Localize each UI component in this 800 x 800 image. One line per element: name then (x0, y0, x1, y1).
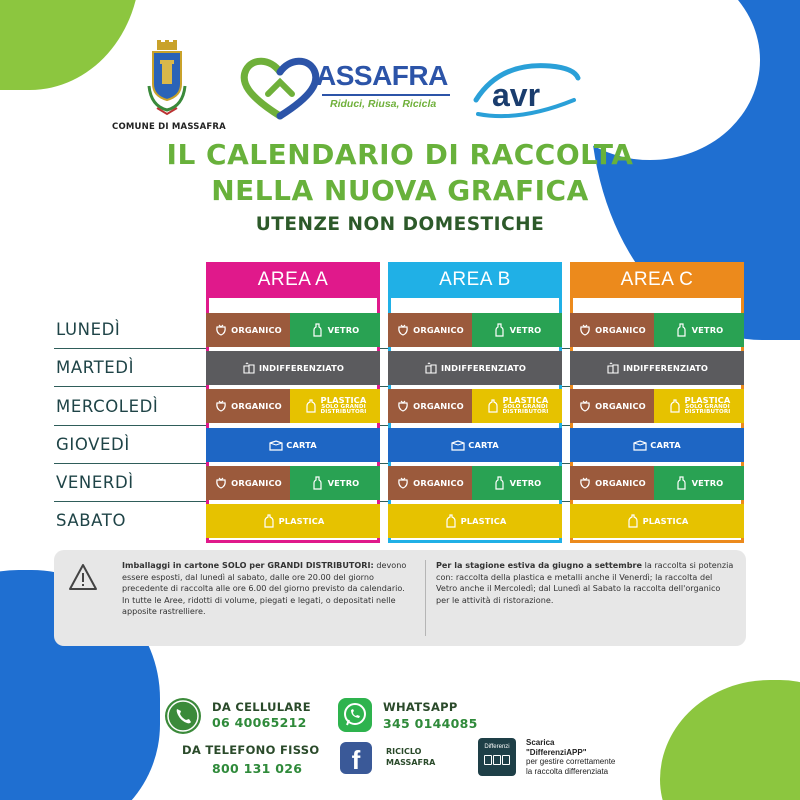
waste-cell-organico-mercoledi (388, 389, 472, 423)
plastica-icon (668, 399, 682, 413)
waste-label: PLASTICA (502, 395, 549, 406)
organico-icon (578, 476, 592, 490)
app-line-2: "DifferenziAPP" (526, 747, 587, 757)
assafra-name: ASSAFRA (316, 60, 448, 91)
waste-label-group (685, 396, 731, 415)
notice-estate-title: Per la stagione estiva da giugno a settembre (436, 560, 642, 570)
vetro-icon (493, 476, 507, 490)
notice-estate-text: la raccolta si potenzia con: raccolta della plastica e metalli anche il Venerdì; la raccolta del Vetro anche il Mercoledì; dal Lunedì al Sabato la raccolta dell'organico per le attività di ristorazione. (436, 560, 734, 605)
organico-icon (578, 323, 592, 337)
waste-cell-organico-lunedi (388, 313, 472, 347)
waste-label-group (503, 396, 549, 415)
organico-icon (396, 399, 410, 413)
waste-cell-organico-mercoledi (206, 389, 290, 423)
waste-note: SOLO GRANDI (685, 403, 730, 410)
notice-cartone-text: devono essere esposti, dal lunedì al sabato, dalle ore 20.00 del giorno precedente di raccolta alle ore 6.00 del giorno previsto da calendario. In tutte le Aree, ridotti di volume, piegati e legati, o depositati nelle apposite rastrelliere. (122, 560, 407, 616)
waste-cell-plastica-sabato (206, 504, 380, 538)
area-column-c (570, 262, 744, 543)
waste-cell-organico-mercoledi (570, 389, 654, 423)
app-line-3: per gestire correttamente (526, 757, 616, 766)
waste-note: DISTRIBUTORI (320, 409, 367, 416)
waste-label: CARTA (286, 440, 317, 450)
assafra-tagline: Riduci, Riusa, Ricicla (330, 98, 437, 110)
vetro-icon (675, 476, 689, 490)
page-subtitle: UTENZE NON DOMESTICHE (255, 214, 545, 235)
carta-icon (451, 438, 465, 452)
organico-icon (214, 323, 228, 337)
assafra-underline (322, 94, 450, 96)
waste-cell-plastica-mercoledi (290, 389, 380, 423)
carta-icon (269, 438, 283, 452)
indifferenziato-icon (606, 361, 620, 375)
waste-cell-vetro-lunedi (290, 313, 380, 347)
avr-name: avr (492, 77, 541, 113)
area-header: AREA C (570, 262, 744, 298)
vetro-icon (311, 476, 325, 490)
waste-cell-indifferenziato-martedi (206, 351, 380, 385)
waste-label: PLASTICA (278, 516, 325, 526)
waste-label: PLASTICA (684, 395, 731, 406)
waste-cell-organico-venerdi (206, 466, 290, 500)
area-header: AREA B (388, 262, 562, 298)
waste-cell-plastica-mercoledi (472, 389, 562, 423)
cell-number[interactable]: 06 40065212 (212, 715, 307, 730)
waste-label: PLASTICA (460, 516, 507, 526)
background-green-shape-bottom-right (660, 680, 800, 800)
recycle-heart-icon (238, 54, 322, 120)
carta-icon (633, 438, 647, 452)
area-column-b (388, 262, 562, 543)
page-title-line-1: IL CALENDARIO DI RACCOLTA (166, 138, 634, 171)
waste-label: ORGANICO (595, 478, 646, 488)
facebook-label-line1: RICICLO (386, 747, 422, 756)
waste-cell-carta-giovedi (388, 428, 562, 462)
app-line-4: la raccolta differenziata (526, 766, 609, 776)
waste-label: VETRO (327, 478, 360, 488)
notice-cartone (122, 560, 414, 618)
comune-logo (112, 40, 226, 132)
plastica-icon (626, 514, 640, 528)
day-label-sabato: SABATO (56, 511, 127, 530)
waste-label: CARTA (650, 440, 681, 450)
waste-label: ORGANICO (595, 401, 646, 411)
differenziapp-icon-label: Differenzi (484, 744, 510, 750)
waste-label: ORGANICO (413, 478, 464, 488)
waste-cell-carta-giovedi (206, 428, 380, 462)
waste-label: VETRO (327, 325, 360, 335)
indifferenziato-icon (242, 361, 256, 375)
massafra-logo (238, 54, 453, 120)
plastica-icon (486, 399, 500, 413)
waste-cell-vetro-lunedi (654, 313, 744, 347)
waste-label: INDIFFERENZIATO (622, 363, 709, 373)
differenziapp-text (526, 738, 615, 776)
coat-of-arms-icon (143, 40, 191, 116)
waste-label: PLASTICA (642, 516, 689, 526)
day-label-lunedi: LUNEDÌ (56, 320, 121, 339)
plastica-icon (444, 514, 458, 528)
waste-label: ORGANICO (231, 325, 282, 335)
waste-note: DISTRIBUTORI (502, 409, 549, 416)
waste-cell-organico-lunedi (570, 313, 654, 347)
waste-label: INDIFFERENZIATO (258, 363, 345, 373)
waste-note: SOLO GRANDI (503, 403, 548, 410)
whatsapp-number[interactable]: 345 0144085 (383, 716, 478, 731)
vetro-icon (493, 323, 507, 337)
waste-label: PLASTICA (320, 395, 367, 406)
waste-cell-vetro-venerdi (290, 466, 380, 500)
indifferenziato-icon (424, 361, 438, 375)
waste-label: VETRO (691, 325, 724, 335)
vetro-icon (675, 323, 689, 337)
area-column-a (206, 262, 380, 543)
waste-label: CARTA (468, 440, 499, 450)
day-label-martedi: MARTEDÌ (56, 358, 135, 377)
waste-label: VETRO (509, 478, 542, 488)
waste-label: ORGANICO (595, 325, 646, 335)
waste-label: ORGANICO (231, 478, 282, 488)
waste-cell-carta-giovedi (570, 428, 744, 462)
differenziapp-icon[interactable] (478, 738, 516, 776)
fisso-number[interactable]: 800 131 026 (212, 761, 303, 776)
cell-label: DA CELLULARE (212, 700, 311, 714)
organico-icon (396, 323, 410, 337)
fisso-label: DA TELEFONO FISSO (182, 743, 320, 757)
waste-cell-organico-lunedi (206, 313, 290, 347)
waste-label: ORGANICO (413, 401, 464, 411)
whatsapp-icon (338, 698, 372, 732)
organico-icon (396, 476, 410, 490)
facebook-label-line2: MASSAFRA (386, 757, 436, 767)
waste-cell-indifferenziato-martedi (570, 351, 744, 385)
notice-estate (436, 560, 736, 606)
organico-icon (214, 476, 228, 490)
waste-cell-organico-venerdi (388, 466, 472, 500)
organico-icon (214, 399, 228, 413)
waste-label: INDIFFERENZIATO (440, 363, 527, 373)
waste-cell-indifferenziato-martedi (388, 351, 562, 385)
waste-label: ORGANICO (231, 401, 282, 411)
app-line-1: Scarica (526, 738, 555, 747)
waste-note: SOLO GRANDI (321, 403, 366, 410)
page-title-line-2: NELLA NUOVA GRAFICA (211, 174, 589, 207)
facebook-icon[interactable]: f (340, 742, 372, 774)
notice-divider (425, 560, 426, 636)
vetro-icon (311, 323, 325, 337)
waste-cell-vetro-venerdi (472, 466, 562, 500)
waste-cell-organico-venerdi (570, 466, 654, 500)
bins-icon (478, 755, 516, 765)
waste-cell-plastica-mercoledi (654, 389, 744, 423)
whatsapp-label: WHATSAPP (383, 700, 458, 714)
waste-label-group (321, 396, 367, 415)
day-label-mercoledi: MERCOLEDÌ (56, 397, 159, 416)
phone-icon (165, 698, 201, 734)
waste-label: ORGANICO (413, 325, 464, 335)
waste-note: DISTRIBUTORI (684, 409, 731, 416)
notice-cartone-title: Imballaggi in cartone SOLO per GRANDI DISTRIBUTORI: (122, 560, 374, 570)
warning-icon (68, 563, 98, 591)
waste-cell-plastica-sabato (388, 504, 562, 538)
waste-label: VETRO (509, 325, 542, 335)
waste-cell-vetro-lunedi (472, 313, 562, 347)
day-label-venerdi: VENERDÌ (56, 473, 134, 492)
comune-label: COMUNE DI MASSAFRA (112, 122, 226, 132)
facebook-page-label[interactable] (386, 747, 435, 768)
plastica-icon (304, 399, 318, 413)
waste-cell-vetro-venerdi (654, 466, 744, 500)
day-label-giovedi: GIOVEDÌ (56, 435, 130, 454)
avr-logo (470, 56, 582, 124)
organico-icon (578, 399, 592, 413)
plastica-icon (262, 514, 276, 528)
info-notice (54, 550, 746, 646)
area-header: AREA A (206, 262, 380, 298)
waste-label: VETRO (691, 478, 724, 488)
waste-cell-plastica-sabato (570, 504, 744, 538)
